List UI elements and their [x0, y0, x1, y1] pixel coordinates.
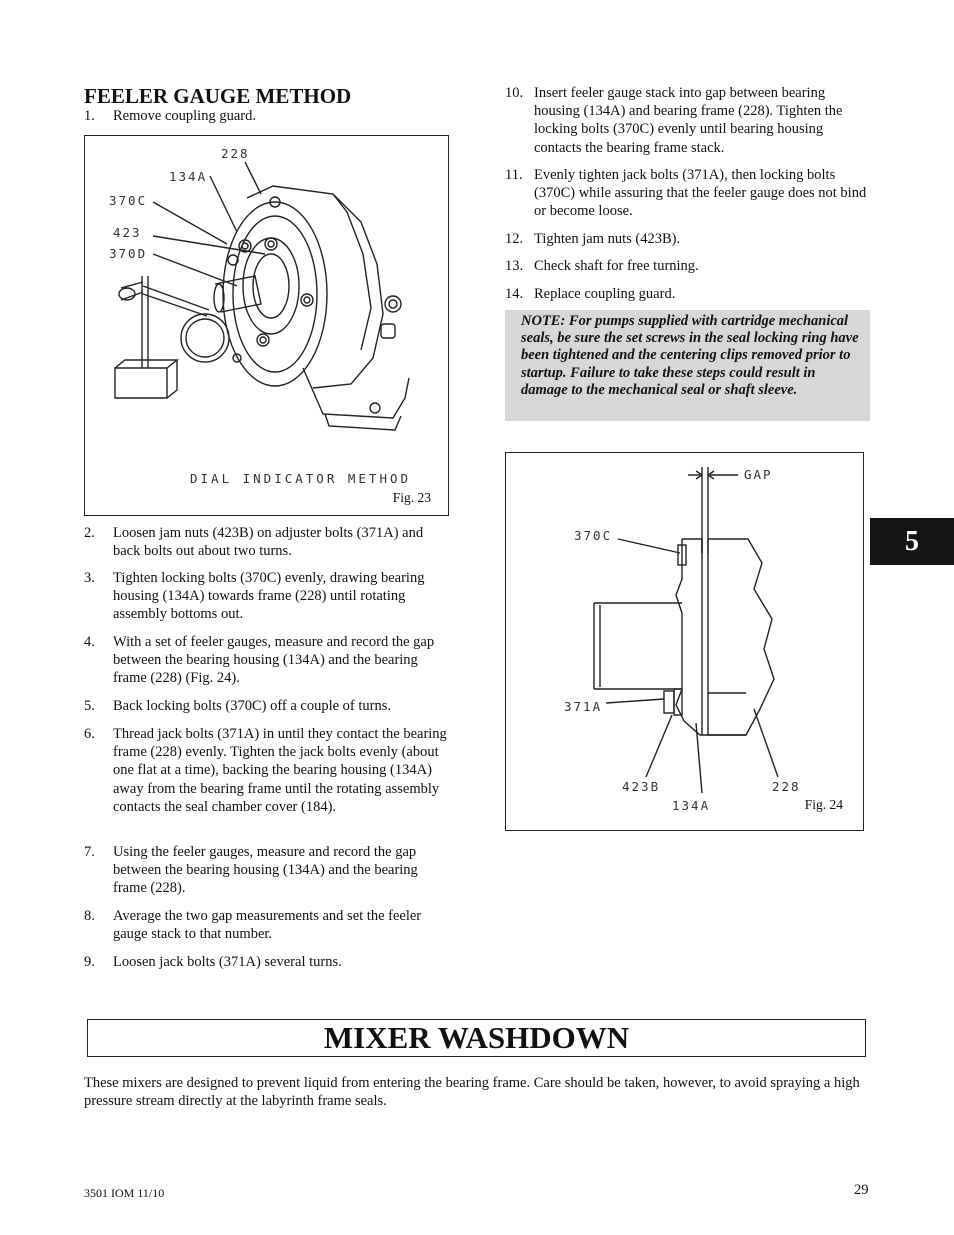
step-number: 14.	[505, 286, 524, 302]
step-number: 13.	[505, 258, 524, 274]
step-item	[505, 285, 870, 303]
fig23-caption: Fig. 23	[392, 490, 431, 505]
step-number: 11.	[505, 167, 523, 183]
step-text: Loosen jam nuts (423B) on adjuster bolts (371A) and back bolts out about two turns.	[113, 525, 424, 560]
fig24-label-371a: 371A	[564, 699, 603, 714]
step-text: Tighten jam nuts (423B).	[534, 231, 681, 247]
fig23-label-423: 423	[113, 225, 142, 240]
step-item	[84, 569, 448, 624]
figure-24-drawing	[506, 453, 863, 830]
footer-doc-id: 3501 IOM 11/10	[84, 1186, 165, 1200]
fig23-label-134a: 134A	[169, 169, 208, 184]
step-item	[505, 84, 870, 157]
step-item	[84, 843, 448, 898]
step-item	[505, 166, 870, 221]
step-item	[505, 230, 870, 248]
step-text: Thread jack bolts (371A) in until they contact the bearing frame (228) evenly. Tighten the jack bolts evenly (about one flat at a time), backing the bearing housing (134A) away from the bearing frame until the rotating assembly contacts the seal chamber cover (184).	[113, 726, 447, 815]
step-text: Average the two gap measurements and set the feeler gauge stack to that number.	[113, 908, 422, 943]
section-tab: 5	[870, 518, 954, 565]
fig23-label-370c: 370C	[109, 193, 148, 208]
step-item	[84, 697, 448, 715]
step-number: 7.	[84, 844, 95, 860]
mixer-washdown-title: MIXER WASHDOWN	[323, 1020, 630, 1055]
step-text: Evenly tighten jack bolts (371A), then locking bolts (370C) while assuring that the feeler gauge does not bind or become loose.	[534, 167, 867, 220]
step-item	[505, 257, 870, 275]
step-number: 5.	[84, 698, 95, 714]
figure-24	[505, 452, 864, 831]
step-item	[84, 953, 448, 971]
step-number: 8.	[84, 908, 95, 924]
figure-23-drawing	[85, 136, 448, 515]
step-text: Using the feeler gauges, measure and record the gap between the bearing housing (134A) and the bearing frame (228).	[113, 844, 418, 897]
step-number: 10.	[505, 85, 524, 101]
fig24-label-134a: 134A	[672, 798, 711, 813]
note-box: NOTE: For pumps supplied with cartridge mechanical seals, be sure the set screws in the seal locking ring have been tightened and the centering clips removed prior to startup. Failure to take these steps could result in damage to the mechanical seal or shaft sleeve.	[505, 310, 870, 421]
section-heading-feeler-gauge: FEELER GAUGE METHOD	[84, 84, 352, 108]
step-item	[84, 107, 448, 125]
step-text: Loosen jack bolts (371A) several turns.	[113, 954, 342, 970]
step-text: Replace coupling guard.	[534, 286, 676, 302]
fig23-label-228: 228	[221, 146, 250, 161]
mixer-washdown-text: These mixers are designed to prevent liquid from entering the bearing frame. Care should be taken, however, to avoid spraying a high pressure stream directly at the labyrinth frame seals.	[84, 1075, 860, 1110]
step-number: 2.	[84, 525, 95, 541]
step-item	[84, 725, 448, 816]
step-text: Back locking bolts (370C) off a couple of turns.	[113, 698, 391, 714]
fig24-label-gap: GAP	[744, 467, 773, 482]
step-item	[84, 524, 448, 560]
step-number: 4.	[84, 634, 95, 650]
fig24-label-228: 228	[772, 779, 801, 794]
fig23-title: DIAL INDICATOR METHOD	[190, 471, 412, 486]
fig24-caption: Fig. 24	[804, 797, 843, 812]
step-text: Remove coupling guard.	[113, 108, 256, 124]
fig24-label-370c: 370C	[574, 528, 613, 543]
step-number: 6.	[84, 726, 95, 742]
step-number: 12.	[505, 231, 524, 247]
step-text: Tighten locking bolts (370C) evenly, drawing bearing housing (134A) towards frame (228) until rotating assembly bottoms out.	[113, 570, 425, 623]
fig23-label-370d: 370D	[109, 246, 148, 261]
step-text: Check shaft for free turning.	[534, 258, 699, 274]
step-item	[84, 907, 448, 943]
mixer-washdown-banner	[87, 1019, 866, 1057]
step-item	[84, 633, 448, 688]
page-number: 29	[854, 1182, 869, 1198]
step-number: 1.	[84, 108, 95, 124]
step-number: 3.	[84, 570, 95, 586]
step-text: With a set of feeler gauges, measure and record the gap between the bearing housing (134A) and the bearing frame (228) (Fig. 24).	[113, 634, 435, 687]
figure-23	[84, 135, 449, 516]
step-text: Insert feeler gauge stack into gap between bearing housing (134A) and bearing frame (228). Tighten the locking bolts (370C) evenly until bearing housing contacts the bearing frame stack.	[534, 85, 843, 156]
fig24-label-423b: 423B	[622, 779, 661, 794]
step-number: 9.	[84, 954, 95, 970]
